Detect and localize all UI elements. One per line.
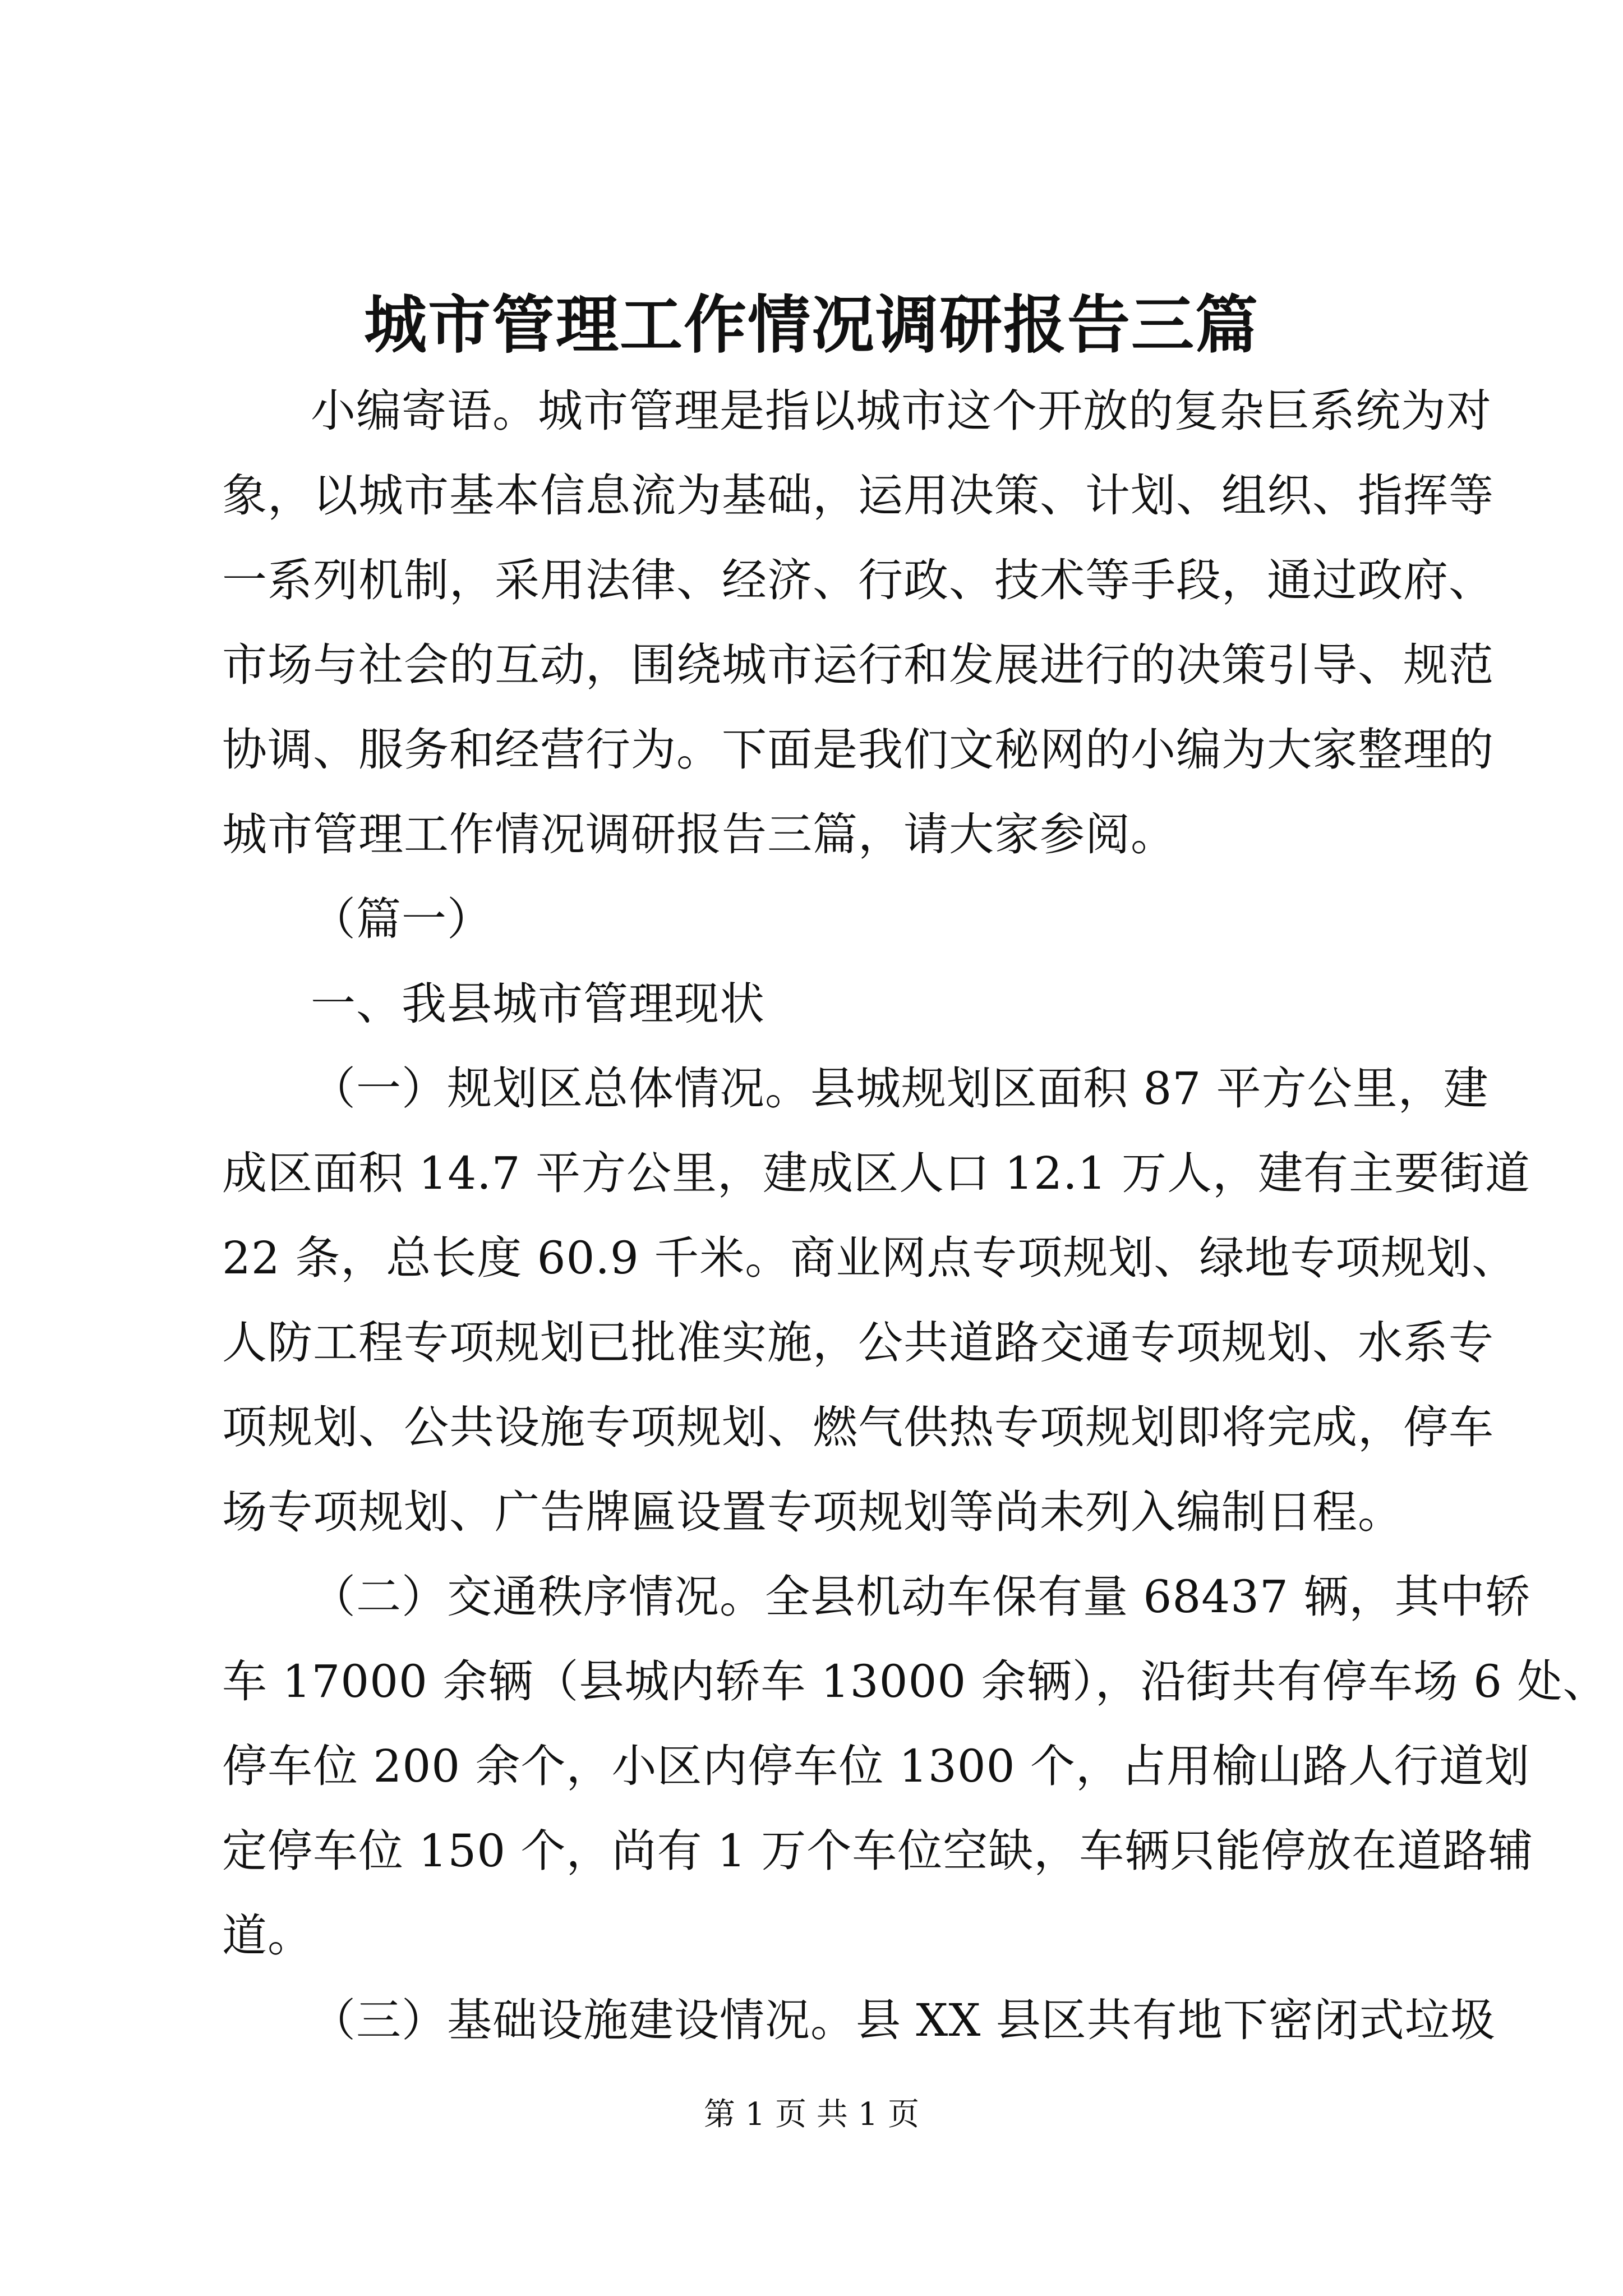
- paragraph-line: 小编寄语。城市管理是指以城市这个开放的复杂巨系统为对: [311, 385, 1492, 437]
- paragraph-line: （三）基础设施建设情况。县 XX 县区共有地下密闭式垃圾: [311, 1994, 1496, 2046]
- page-footer: 第 1 页 共 1 页: [703, 2096, 920, 2133]
- paragraph-line: 城市管理工作情况调研报告三篇，请大家参阅。: [222, 808, 1176, 861]
- paragraph-line: 人防工程专项规划已批准实施，公共道路交通专项规划、水系专: [222, 1317, 1494, 1369]
- paragraph-line: 市场与社会的互动，围绕城市运行和发展进行的决策引导、规范: [222, 639, 1494, 691]
- paragraph-line: 定停车位 150 个，尚有 1 万个车位空缺，车辆只能停放在道路辅: [222, 1825, 1534, 1877]
- paragraph-line: 象，以城市基本信息流为基础，运用决策、计划、组织、指挥等: [222, 470, 1494, 522]
- section-heading: 一、我县城市管理现状: [311, 978, 765, 1030]
- paragraph-line: 协调、服务和经营行为。下面是我们文秘网的小编为大家整理的: [222, 724, 1494, 776]
- paragraph-line: 项规划、公共设施专项规划、燃气供热专项规划即将完成，停车: [222, 1401, 1494, 1453]
- paragraph-line: 一系列机制，采用法律、经济、行政、技术等手段，通过政府、: [222, 554, 1494, 606]
- paragraph-line: 车 17000 余辆（县城内轿车 13000 余辆），沿街共有停车场 6 处、: [222, 1655, 1608, 1708]
- paragraph-line: （二）交通秩序情况。全县机动车保有量 68437 辆，其中轿: [311, 1571, 1531, 1623]
- paragraph-line: 道。: [222, 1910, 313, 1962]
- paragraph-line: 22 条，总长度 60.9 千米。商业网点专项规划、绿地专项规划、: [222, 1232, 1518, 1284]
- paragraph-line: 场专项规划、广告牌匾设置专项规划等尚未列入编制日程。: [222, 1486, 1403, 1538]
- paragraph-line: 停车位 200 余个，小区内停车位 1300 个，占用榆山路人行道划: [222, 1740, 1530, 1792]
- section-heading: （篇一）: [311, 893, 492, 945]
- document-title: 城市管理工作情况调研报告三篇: [364, 288, 1259, 362]
- paragraph-line: （一）规划区总体情况。县城规划区面积 87 平方公里，建: [311, 1062, 1489, 1115]
- paragraph-line: 成区面积 14.7 平方公里，建成区人口 12.1 万人，建有主要街道: [222, 1147, 1530, 1199]
